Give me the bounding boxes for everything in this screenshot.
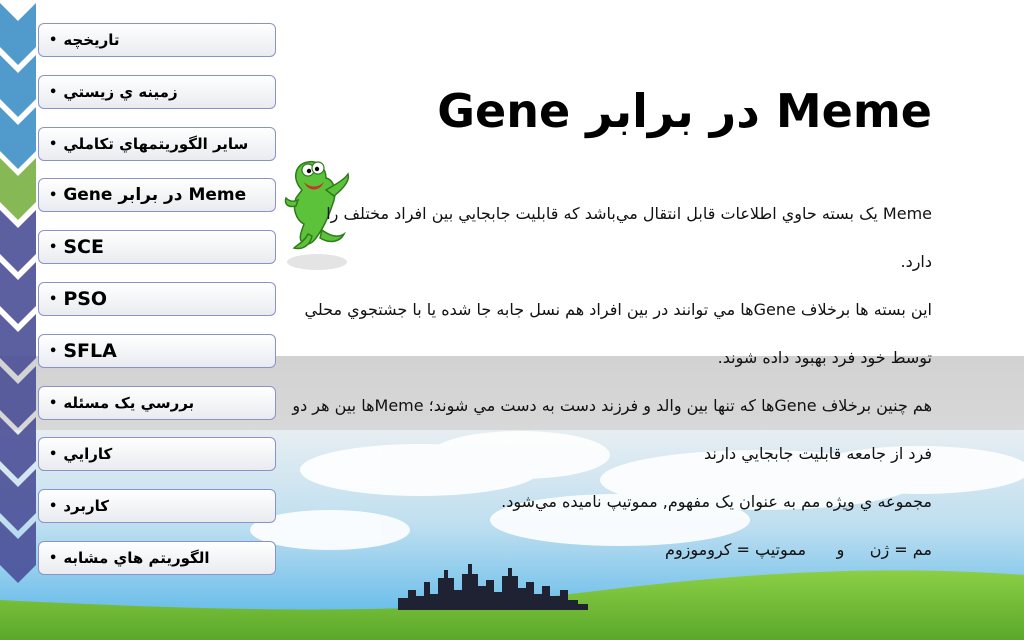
paragraph-memotype: مجموعه ي ويژه مم به عنوان يک مفهوم, مموتيپ ناميده مي‌شود. (501, 492, 932, 511)
nav-item-sce[interactable]: • SCE (38, 230, 276, 264)
paragraph-meme-vs-gene-transfer: اين بسته ها برخلاف Geneها مي توانند در بين افراد هم نسل جابه جا شده يا با جشتجوي محلي توسط خود فرد بهبود داده شوند. (304, 300, 932, 367)
nav-item-similar-algorithms[interactable]: • الگوريتم هاي مشابه (38, 541, 276, 575)
chevron-stack (0, 0, 40, 640)
nav-item-other-evolutionary-algorithms[interactable]: • ساير الگوريتمهاي تکاملي (38, 127, 276, 161)
nav-item-efficiency[interactable]: • کارايي (38, 437, 276, 471)
paragraph-meme-definition: Meme یک بسته حاوي اطلاعات قابل انتقال مي‌باشد که قابليت جابجايي بين افراد مختلف را دارد. (326, 204, 932, 271)
nav-item-biological-background[interactable]: • زمينه ي زيستي (38, 75, 276, 109)
nav-item-sfla[interactable]: • SFLA (38, 334, 276, 368)
nav-item-problem-review[interactable]: • بررسي يک مسئله (38, 386, 276, 420)
paragraph-analogy: مم = ژن و مموتيپ = کروموزوم (665, 540, 932, 559)
nav-item-gene-vs-meme[interactable]: • Gene در برابر Meme (38, 178, 276, 212)
slide-title: Gene در برابر Meme (437, 84, 932, 138)
slide-body (292, 190, 932, 574)
nav-item-pso[interactable]: • PSO (38, 282, 276, 316)
nav-item-history[interactable]: • تاريخچه (38, 23, 276, 57)
nav-item-application[interactable]: • کاربرد (38, 489, 276, 523)
paragraph-meme-transferability: هم چنين برخلاف Geneها که تنها بين والد و فرزند دست به دست مي شوند؛ Memeها بين هر دو فرد از جامعه قابليت جابجايي دارند (292, 396, 932, 463)
slide-navigation (0, 0, 290, 640)
chevron-1 (0, 3, 36, 65)
